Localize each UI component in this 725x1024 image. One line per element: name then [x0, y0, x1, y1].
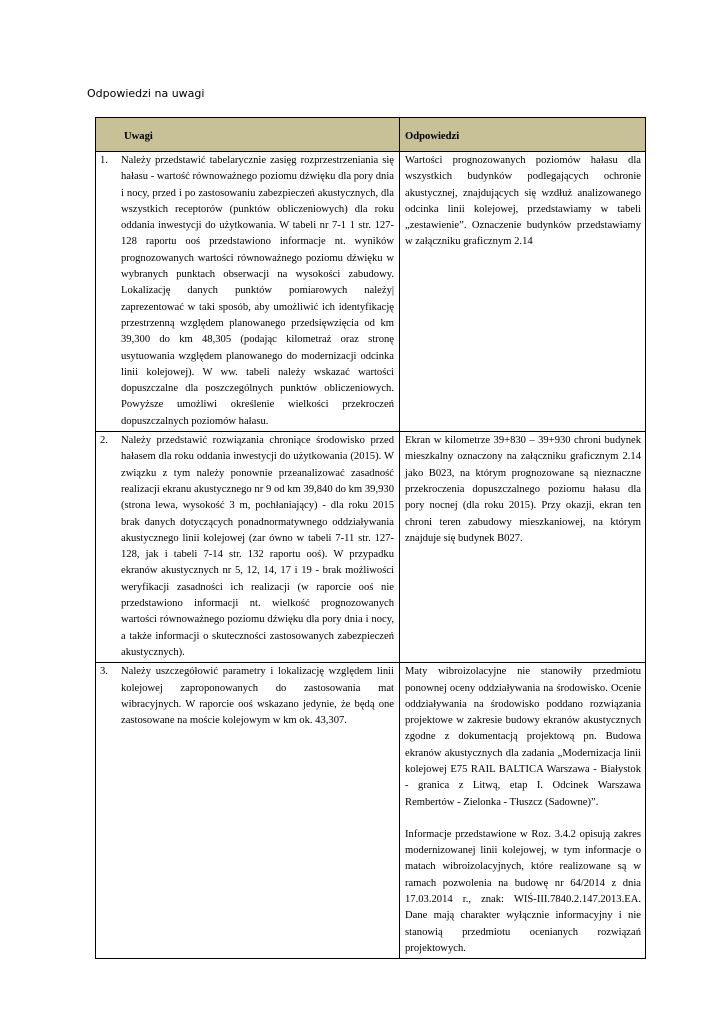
response-cell [400, 432, 646, 663]
table-row [96, 663, 646, 959]
remark-cell [96, 152, 400, 432]
remarks-table [95, 117, 646, 959]
response-text: Ekran w kilometrze 39+830 – 39+930 chroni budynek mieszkalny oznaczony na załączniku graficznym 2.14 jako B023, na którym prognozowane są nieznaczne przekroczenia dopuszczalnego poziomu hałasu dla pory nocnej (dla roku 2015). Przy okazji, ekran ten chroni teren zabudowy mieszkaniowej, na którym znajduje się budynek B027. [405, 435, 641, 544]
remark-text: Należy uszczegółowić parametry i lokalizację względem linii kolejowej zaproponowanych do zastosowania mat wibracyjnych. W raporcie ooś wskazano jedynie, że będą one zastosowane na moście kolejowym w km ok. 43,307. [121, 666, 394, 727]
remark-text: Należy przedstawić rozwiązania chroniące środowisko przed hałasem dla roku oddania inwestycji do użytkowania (2015). W związku z tym należy ponownie przeanalizować zasadność realizacji ekranu akustycznego nr 9 od km 39,840 do km 39,930 (strona lewa, wysokość 3 m, pochłaniający) - dla roku 2015 brak danych dotyczących ponadnormatywnego oddziaływania akustycznego linii kolejowej (zar ówno w tabeli 7-11 str. 127-128, jak i tabeli 7-14 str. 132 raportu ooś). W przypadku ekranów akustycznych nr 5, 12, 14, 17 i 19 - brak możliwości weryfikacji zasadności ich realizacji (w raporcie ooś nie przedstawiono informacji nt. wielkość prognozowanych wartości równoważnego poziomu dźwięku dla pory dnia i nocy, a także informacji o skuteczności zastosowanych zabezpieczeń akustycznych). [121, 435, 394, 658]
response-text: Wartości prognozowanych poziomów hałasu dla wszystkich budynków podlegających ochronie akustycznej, znajdujących się wzdłuż analizowanego odcinka linii kolejowej, przedstawiamy w tabeli „zestawienie”. Oznaczenie budynków przedstawiamy w załączniku graficznym 2.14 [405, 155, 641, 248]
remark-cell [96, 432, 400, 663]
remark-number: 2. [100, 435, 108, 447]
response-text: Maty wibroizolacyjne nie stanowiły przedmiotu ponownej oceny oddziaływania na środowisko. Ocenie oddziaływania na środowisko poddano rozwiązania projektowe w zakresie budowy ekranów akustycznych zgodne z dokumentacją projektową pn. Budowa ekranów akustycznych dla zadania „Modernizacja linii kolejowej E75 RAIL BALTICA Warszawa - Białystok - granica z Litwą, etap I. Odcinek Warszawa Rembertów - Zielonka - Tłuszcz (Sadowne)”. [405, 666, 641, 808]
remark-number: 3. [100, 666, 108, 678]
response-cell [400, 663, 646, 959]
page-title: Odpowiedzi na uwagi [87, 87, 205, 100]
table-row [96, 152, 646, 432]
remark-number: 1. [100, 155, 108, 166]
column-header-uwagi: Uwagi [96, 118, 400, 152]
response-text: Informacje przedstawione w Roz. 3.4.2 opisują zakres modernizowanej linii kolejowej, w tym informacje o matach wibroizolacyjnych, które realizowane są w ramach pozwolenia na budowę nr 64/2014 z dnia 17.03.2014 r., znak: WIŚ-III.7840.2.147.2013.EA. Dane mają charakter wyłącznie informacyjny i nie stanowią przedmiotu ocenianych rozwiązań projektowych. [405, 828, 641, 954]
remark-cell [96, 663, 400, 959]
remark-text: Należy przedstawić tabelarycznie zasięg rozprzestrzeniania się hałasu - wartość równoważnego poziomu dźwięku dla pory dnia i nocy, przed i po zastosowaniu zabezpieczeń akustycznych, dla wszystkich receptorów (punktów obliczeniowych) dla roku oddania inwestycji do użytkowania. W tabeli nr 7-1 1 str. 127-128 raportu ooś przedstawiono informacje nt. wyników prognozowanych wartości równoważnego poziomu dźwięku w wybranych punktach obserwacji na wysokości zabudowy. Lokalizację danych punktów pomiarowych należy| zaprezentować w taki sposób, aby umożliwić ich identyfikację przestrzenną względem planowanego przedsięwzięcia od km 39,300 do km 48,305 (podając kilometraż oraz stronę usytuowania względem planowanego do modernizacji odcinka linii kolejowej). W ww. tabeli należy wskazać wartości dopuszczalne dla poszczególnych punktów obliczeniowych. Powyższe umożliwi określenie wielkości przekroczeń dopuszczalnych poziomów hałasu. [121, 155, 395, 427]
column-header-odpowiedzi: Odpowiedzi [400, 118, 646, 152]
table-row [96, 432, 646, 663]
response-cell [400, 152, 646, 432]
table-header-row [96, 118, 646, 152]
